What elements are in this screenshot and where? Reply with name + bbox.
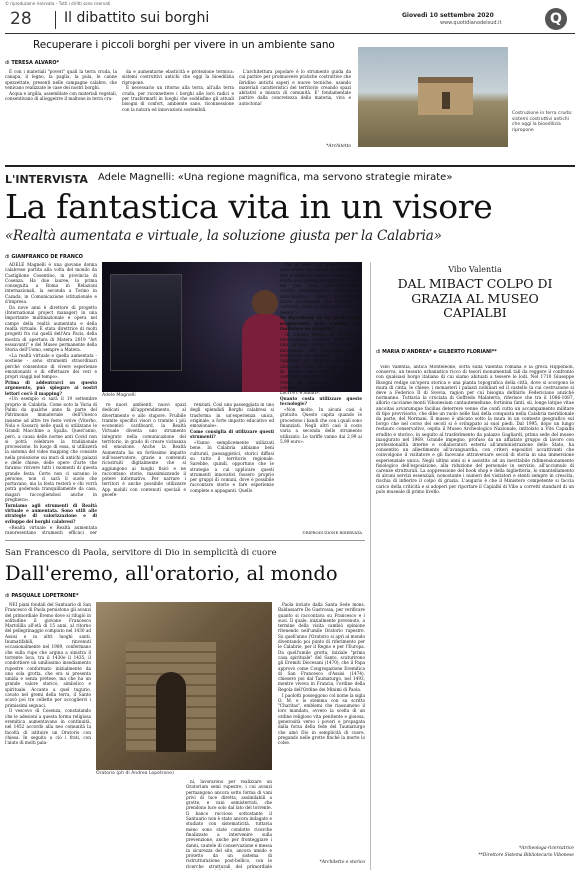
paragraph: «Non molto. In alcuni casi è gratuito. Questo capita quando le procedono i bandi che con i quali sono finanziati. Negli altri casi il costo varia a seconda dello strumento utilizzato. Le tariffe vanno dai 2,99 ai 5,99 euro». [280, 407, 362, 444]
paragraph: che si vede con questi strumenti sono storie che hanno un inizio e una fine e debbono essere realizzate con molta accuratezza da persone esperte nei vari rami (cinematografico, storico, architettonico, archeologico, naturalistico). Esse diventeranno storie accattivanti che stimolano la curiosità, come se fosse una "caccia al tesoro"». [280, 262, 362, 315]
article1-signature: *Architetto [326, 144, 351, 149]
paragraph: da e aumentarne elasticità e protezione termica: sistemi costruttivi antichi che oggi la bioedilizia ripropone. [122, 69, 234, 85]
article3-byline [5, 593, 78, 599]
article3-photo-caption: Oratorio (ph di Andrea Lopetrone) [96, 771, 174, 776]
archway [156, 672, 186, 752]
paragraph: ni, lavorarono per realizzare un Oratorium semi rupestre, i cui avanzi permangono ancora sotto forma di vani privi di luce diretta, assimilabili a grotte, e vani semisterrati, che prendono luce solo dal lato del torrente. Il banco roccioso sottostante il Santuario non è stato ancora indagato e studiato con sistematicità, tuttavia meno sono state condotte ricerche finalizzate a intervenire sulla prevenzione, anche per fronteggiare i danni, cautele di conservazione e messa in sicurezza del sito, ancora umido e protetto da un sistema di ristrutturazione post-bellico, con le ricerche strutturali del primordiale [186, 779, 272, 869]
question: Quanto costa utilizzare queste tecnologie? [280, 395, 362, 407]
paragraph: I paolotti posseggono col nome la sigla O. M. e lo stemma con su scritto "Charitas", emblemi che riassumono il loro mandato, ovvero la scelta di un ordine religioso vita penitente e gioiosa, generosità verso i poveri e propagata dalla forza della fede del Taumaturgo che amò Dio in semplicità di cuore, pregando nelle grotte finché la morte lo colse. [278, 692, 365, 746]
vibo-body [376, 365, 574, 843]
article3-photo [96, 602, 272, 770]
paragraph: «Vanno semplicemente utilizzati bene. In Calabria abbiamo beni culturali, paesaggistici, storici diffusi su tutto il territorio regionale. Sarebbe, quindi, opportuno che le strategie a cui applicare questi strumenti innovativi fossero proprio per gruppi di comuni, dove è possibile raccontare storie e fare esperienze complete e appaganti. Quello [190, 440, 274, 493]
interview-kicker: Adele Magnelli: «Una regione magnifica, ma servono strategie mirate» [98, 172, 453, 183]
paragraph: L'architettura popolare è lo strumento guida da cui partire per promuovere pratiche costruttive che ibridino antichi saperi e nuove tecniche, usando materiali caratteristici del territorio creando spazi abitativi a misura di comunità. E' fondamentale partire dalla concretezza della materia, viva e autoctona! [239, 69, 351, 106]
article3-signature: *Architetto e storico [319, 860, 365, 865]
paragraph: Paola inviato dalla Santa Sede mons. Baldassarre De Gustrossa, per verificare quanto si raccontava su Francesco e i suoi. Il quale, inizialmente prevenuto, a termine della visita cambiò opinione ritenendo nell'umile Oratorio rupestre. Su quell'anno l'Oratorio si aprì al mondo diventando poi punto di riferimento per le Calabrie, per il Regno e per l'Europa. Da quell'umile grotta, iniziale "prima casa spirituale" del Santo, scaturirono gli Eremiti Diocesani (1470), che il Papa approvò come Congregazione Eremitica di San Francesco d'Assisi (1474), chiesero poi dal Taumaturgo, nel 1493, mentre viveva in Francia, l'ordine della Regola dell'Ordine dei Minimi di Paola. [278, 602, 365, 692]
copyright-line: © riproduzione riservata – Tutti i diritti sono riservati [5, 1, 111, 6]
vibo-signature-2: **Direttore Sistema Bibliotecario Vibonese [478, 853, 574, 858]
byline-author: PASQUALE LOPETRONE* [11, 593, 79, 599]
question: Se dipendesse da lei quali luoghi sceglierebbe della Calabria per realizzare un progetto? [280, 315, 362, 332]
paragraph: ADELE Magnelli è una giovane donna calabrese partita alla volta del mondo da Castiglione Cosentino, in provincia di Cosenza. Ha due lauree, la prima conseguita a Roma in Relazioni internazionali, la seconda a Torino in Cazada, in Comunicazione istituzionale e d'impresa. [5, 262, 97, 305]
interview-signature: ©RIPRODUZIONE RISERVATA [301, 530, 362, 535]
speaker-figure [252, 290, 278, 316]
quotidiano-logo [545, 8, 567, 30]
page-header [0, 7, 580, 33]
paragraph: Vibo Valentia, antica Monteleone, sorta sulla Valentia romana e la greca Hipponion, conserva, un tessuto urbanistico ricco di tesori monumentali tali da reggere il confronto con qualsiasi borgo italiano di cui siamo abituati a tessere le lodi. Nel 1710 Giuseppe Bisogni redige un'opera storica e una pianta topografica della città, dove si scorgono le mura di cinta, le chiese, i monasteri i palazzi nobiliari ed il castello la cui costruzione si deve a Federico II di Svevia, ragion per cui bisogna definirlo Federiciano anziché normanno. Tuttavia la crociata di Goffredo Malaterra, riferisce che tra il 1086-1087, allorio cacciame monti Vibonesium cantautemeltane, fortinina fanti, sii, longe latque vitae ancoitas avvarumque facilius deterrere venne che confi cutto un accampamento militare di tipo provvisorio, che dibe un ruolo nelle fasi della conquista nella Calabria meridionale da parte, del Normani. Il museo è ubicato sotto la mura in un contesto geografico sul borgo che nel corso dei secoli si è sviluppato ai suoi piedi. Dal 1995, dopo un lungo restauro conservativo, ospita il Museo Archeologico Nazionale, intitolato a Vito Capialbi erudito e storico, in seguito al trasferimento da palazzo Gagliardi, prima sede del museo inaugurato nel 1969. Grande impegno, profuso da un affiatato gruppo di lavoro con professionalità interne e collaboratori esterni all'amministrazione dello Stato, ha consentito un allestimento all'avanguardia, con criteri espositivi accattivanti che coinvolgono il visitatore e gli facevano attraversare secoli di storia in una immersione esperienziale unica. Negli ultimi anni si è assistito ad un inevitabile ridimensionamento fisiologico dell'esposizione, alla riduzione del personale in servizio, all'accumulo di carenze strutturali. La soppressione del book shop e della biglietteria, lo smantellamento di alcuni servizi essenziali, nonostante i numeri dei visitatori e stenti sempre in crescita, rischia di infierire il colpo di grazia. L'augurio è che il Ministero competente si faccia carico della criticità e si adoperi per riportare il Capialbi di Vibo a corretti standard di un polo museale di primo livello. [376, 365, 574, 495]
paragraph: re nuovi ambienti, nuovi spazi dedicati all'apprendimento, al divertimento e allo stupore. Fruibile tramite specifici visori o tramite i più economici cardboard, la Realtà Virtuale diventa uno strumento integrato nella comunicazione del territorio, in grado di creare vicinanza ed emozione. Anche la Realtà Aumentata ha un fortissimo impatto sull'osservatore, grazie a contenuti ricostruiti digitalmente che si aggiungono ai luoghi fisici e ne raccontano storie, massimizzando il potere informativo. Per narrare i territori è anche possibile utilizzare App mobili con contenuti speciali e geoefe- [102, 402, 186, 498]
paragraph: «Realtà virtuale e Realtà aumentata rappresentano strumenti efficaci per [5, 524, 97, 534]
article3-headline: Dall'eremo, all'oratorio, al mondo [5, 562, 338, 585]
vibo-place: Vibo Valentia [448, 265, 502, 274]
article1-col1 [5, 69, 117, 149]
paragraph: Da nove anni è direttore di progetto (International project manager) in una importante multinazionale e opera nel campo della realtà aumentata e della realtà virtuale. È stata direttrice di molti progetti fra cui quelli dell'Ara Pacis, della mostra di apertura di Matera 2019 "Art esssavanti" e del Museo permanente della Storia dell'Uomo, sempre a Matera. [5, 304, 97, 353]
vibo-byline [376, 350, 574, 356]
interview-col3 [190, 402, 274, 534]
article1-photo-caption: Costruzione in terra cruda: sistemi costruttivi antichi che oggi la bioedilizia ripropone [512, 111, 573, 133]
article1-col2 [122, 69, 234, 149]
paragraph: «Un esempio ci sarà il 19 settembre proprio in Calabria. Come noto la Varia di Palmi da qualche anno fa parte del Patrimonio immateriale dell'Unesco insieme ad altre tre feste votive (Viterbo, Nola e Sassari) nelle quali si utilizzano le Grandi Macchine a Spalla. Quest'anno, però, a causa delle norme anti Covid non si potrà celebrare la tradizionale processione. In luogo di essa, si utilizzerà la sistema del video mapping che consiste nella proiezione sui muri di antichi palazzi e delle chiese, delle opere d'arte che faranno rivivere tutti i momenti di questa grande festa. Certo non ci saranno le persone, non ci sarà il suolo che portavano, ma la festa resterà e chi vorrà potrà godersela tranquillamente da casa, magari raccogliendosi anche in preghiera». [5, 396, 97, 503]
interview-subheadline: «Realtà aumentata e virtuale, la soluzione giusta per la Calabria» [5, 228, 442, 244]
header-rule [5, 33, 575, 34]
vibo-signature-1: *Archeologa-ricercatrice [518, 846, 574, 851]
interview-photo-caption: Adele Magnelli [102, 393, 136, 398]
issue-date: Giovedì 10 settembre 2020 [402, 12, 494, 19]
paragraph: È con i materiali "poveri" quali la terra cruda, la canapa, il legno, la paglia, la pula, le canne spezzettate, presenti nelle campagne calabre, che venivano realizzate le case dei nostri borghi. [5, 69, 117, 90]
section-title: Il dibattito sui borghi [64, 10, 210, 26]
article1-headline: Recuperare i piccoli borghi per vivere in un ambiente sano [33, 39, 335, 51]
article3-rule [5, 540, 365, 541]
paragraph: È necessario un ritorno alla terra, all'alla terra cruda, per riconnettere i borghi alle loro radici e per trasformarli in luoghi che soddisfino gli attuali bisogni di confort, ambiente sano, riconnessione con la natura ed innovazioni sostenibili. [122, 85, 234, 112]
building-door [442, 92, 450, 109]
paragraph: renziati. Così una passeggiata in uno degli splendidi Borghi calabresi si trasforma in un'esperienza unica, originale, a forte impatto educativo ed emozionale». [190, 402, 274, 429]
article3-col2 [186, 779, 272, 870]
byline-author: TERESA ALVARO* [11, 60, 60, 66]
header-divider [55, 11, 56, 29]
site-url: www.quotidianodelsud.it [440, 20, 502, 26]
paragraph: «Il Centro storico di Cosenza è meraviglioso. Sarebbe perfetto. Ha una grande storia, tanta vita da raccontare. Mi piacerebbe molto realizzare un progetto su di esso. Aggiungo un progetto naturalistico unito alla storia dei luoghi. Anche se in questo caso sarebbe opportuno costituire una rete di Comuni per far vivere al visitatore un'esperienza completa e straordinaria. E poi c'è Locri e c'è Sibari». [280, 331, 362, 396]
interview-col2 [102, 402, 186, 534]
article1-col3 [239, 69, 351, 149]
section-rule [5, 165, 575, 167]
article3-col3 [278, 602, 365, 858]
article1-byline [5, 60, 59, 66]
byline-author: MARIA D'ANDREA* e GILBERTO FLORIANI** [382, 350, 497, 355]
byline-prefix: di [376, 350, 381, 355]
paragraph: «La realtà virtuale e quella aumentata - sostiene - sono strumenti straordinari perché consentono di vivere esperienze emozionanti e di effettuare dei veri e propri viaggi nel tempo». [5, 353, 97, 380]
interview-byline [5, 254, 83, 260]
screen-panel [110, 274, 182, 371]
paragraph: Il vescovo di Cosenza, constatando che le adesioni a questa forma religiosa eremitica aumentavano in continuità, nel 1452 accordò alla neo comunità la facoltà di istituire un Oratorio con chiesa. In seguito a ciò i frati, con l'aiuto di molti pala- [5, 708, 91, 746]
interview-col1 [5, 262, 97, 534]
vibo-headline: DAL MIBACT COLPO DI GRAZIA AL MUSEO CAPIALBI [397, 276, 553, 320]
byline-prefix: di [5, 60, 10, 66]
question: Prima di addentrarci su questo argomento, può spiegare ai nostri lettori cos'è il mapping? [5, 380, 97, 396]
article3-col1 [5, 602, 91, 870]
page-number: 28 [10, 9, 32, 29]
byline-author: GIANFRANCO DE FRANCO [11, 254, 83, 260]
sidebar-divider [370, 262, 371, 870]
article1-photo [358, 47, 508, 147]
question: Come consiglia di utilizzare questi strumenti? [190, 428, 274, 440]
question: Torniamo agli strumenti di Realtà virtuale e aumentata. Sono utili alle strategie di valorizzazione e di sviluppo dei borghi calabresi? [5, 502, 97, 524]
article3-kicker: San Francesco di Paola, servitore di Dio in semplicità di cuore [5, 548, 277, 558]
paragraph: NEI piani fondali del Santuario di San Francesco di Paola persistono gli avanzi del primordiale Eremo dove si rifugiò in solitudine il giovane Francesco Martolilla all'età di 15 anni, al ritorno del pellegrinaggio compiuto nel 1430 ad Assisi e in altri luoghi santi. Inumatifabili, rinvenuti occasionalmente nel 1989, confermano che sulla rupe che argina a sinistra il torrente Isca, tra il 1430e il 1435, il condottiere un umilissimo insediamento rupestre conformato inizialmente da una sola grotta, che ora si presenta umida e senza pretese, ma che ha un grande valore storico, simbolico e spirituale. Accanto a quel tugurio, cavato nel gremi della terra, il Santo scavò poi tre cellette per accogliervi i primissimi seguaci. [5, 602, 91, 708]
interview-headline: La fantastica vita in un visore [5, 187, 493, 226]
interview-col4 [280, 262, 362, 530]
interview-kicker-tag: L'INTERVISTA [5, 173, 88, 186]
paragraph: Acqua e argilla, assemblate con materiali vegetali, consentivano di alloggeirre il maltone in terra cru- [5, 90, 117, 101]
byline-prefix: di [5, 593, 10, 599]
logo-letter: Q [550, 11, 562, 27]
byline-prefix: di [5, 254, 10, 260]
